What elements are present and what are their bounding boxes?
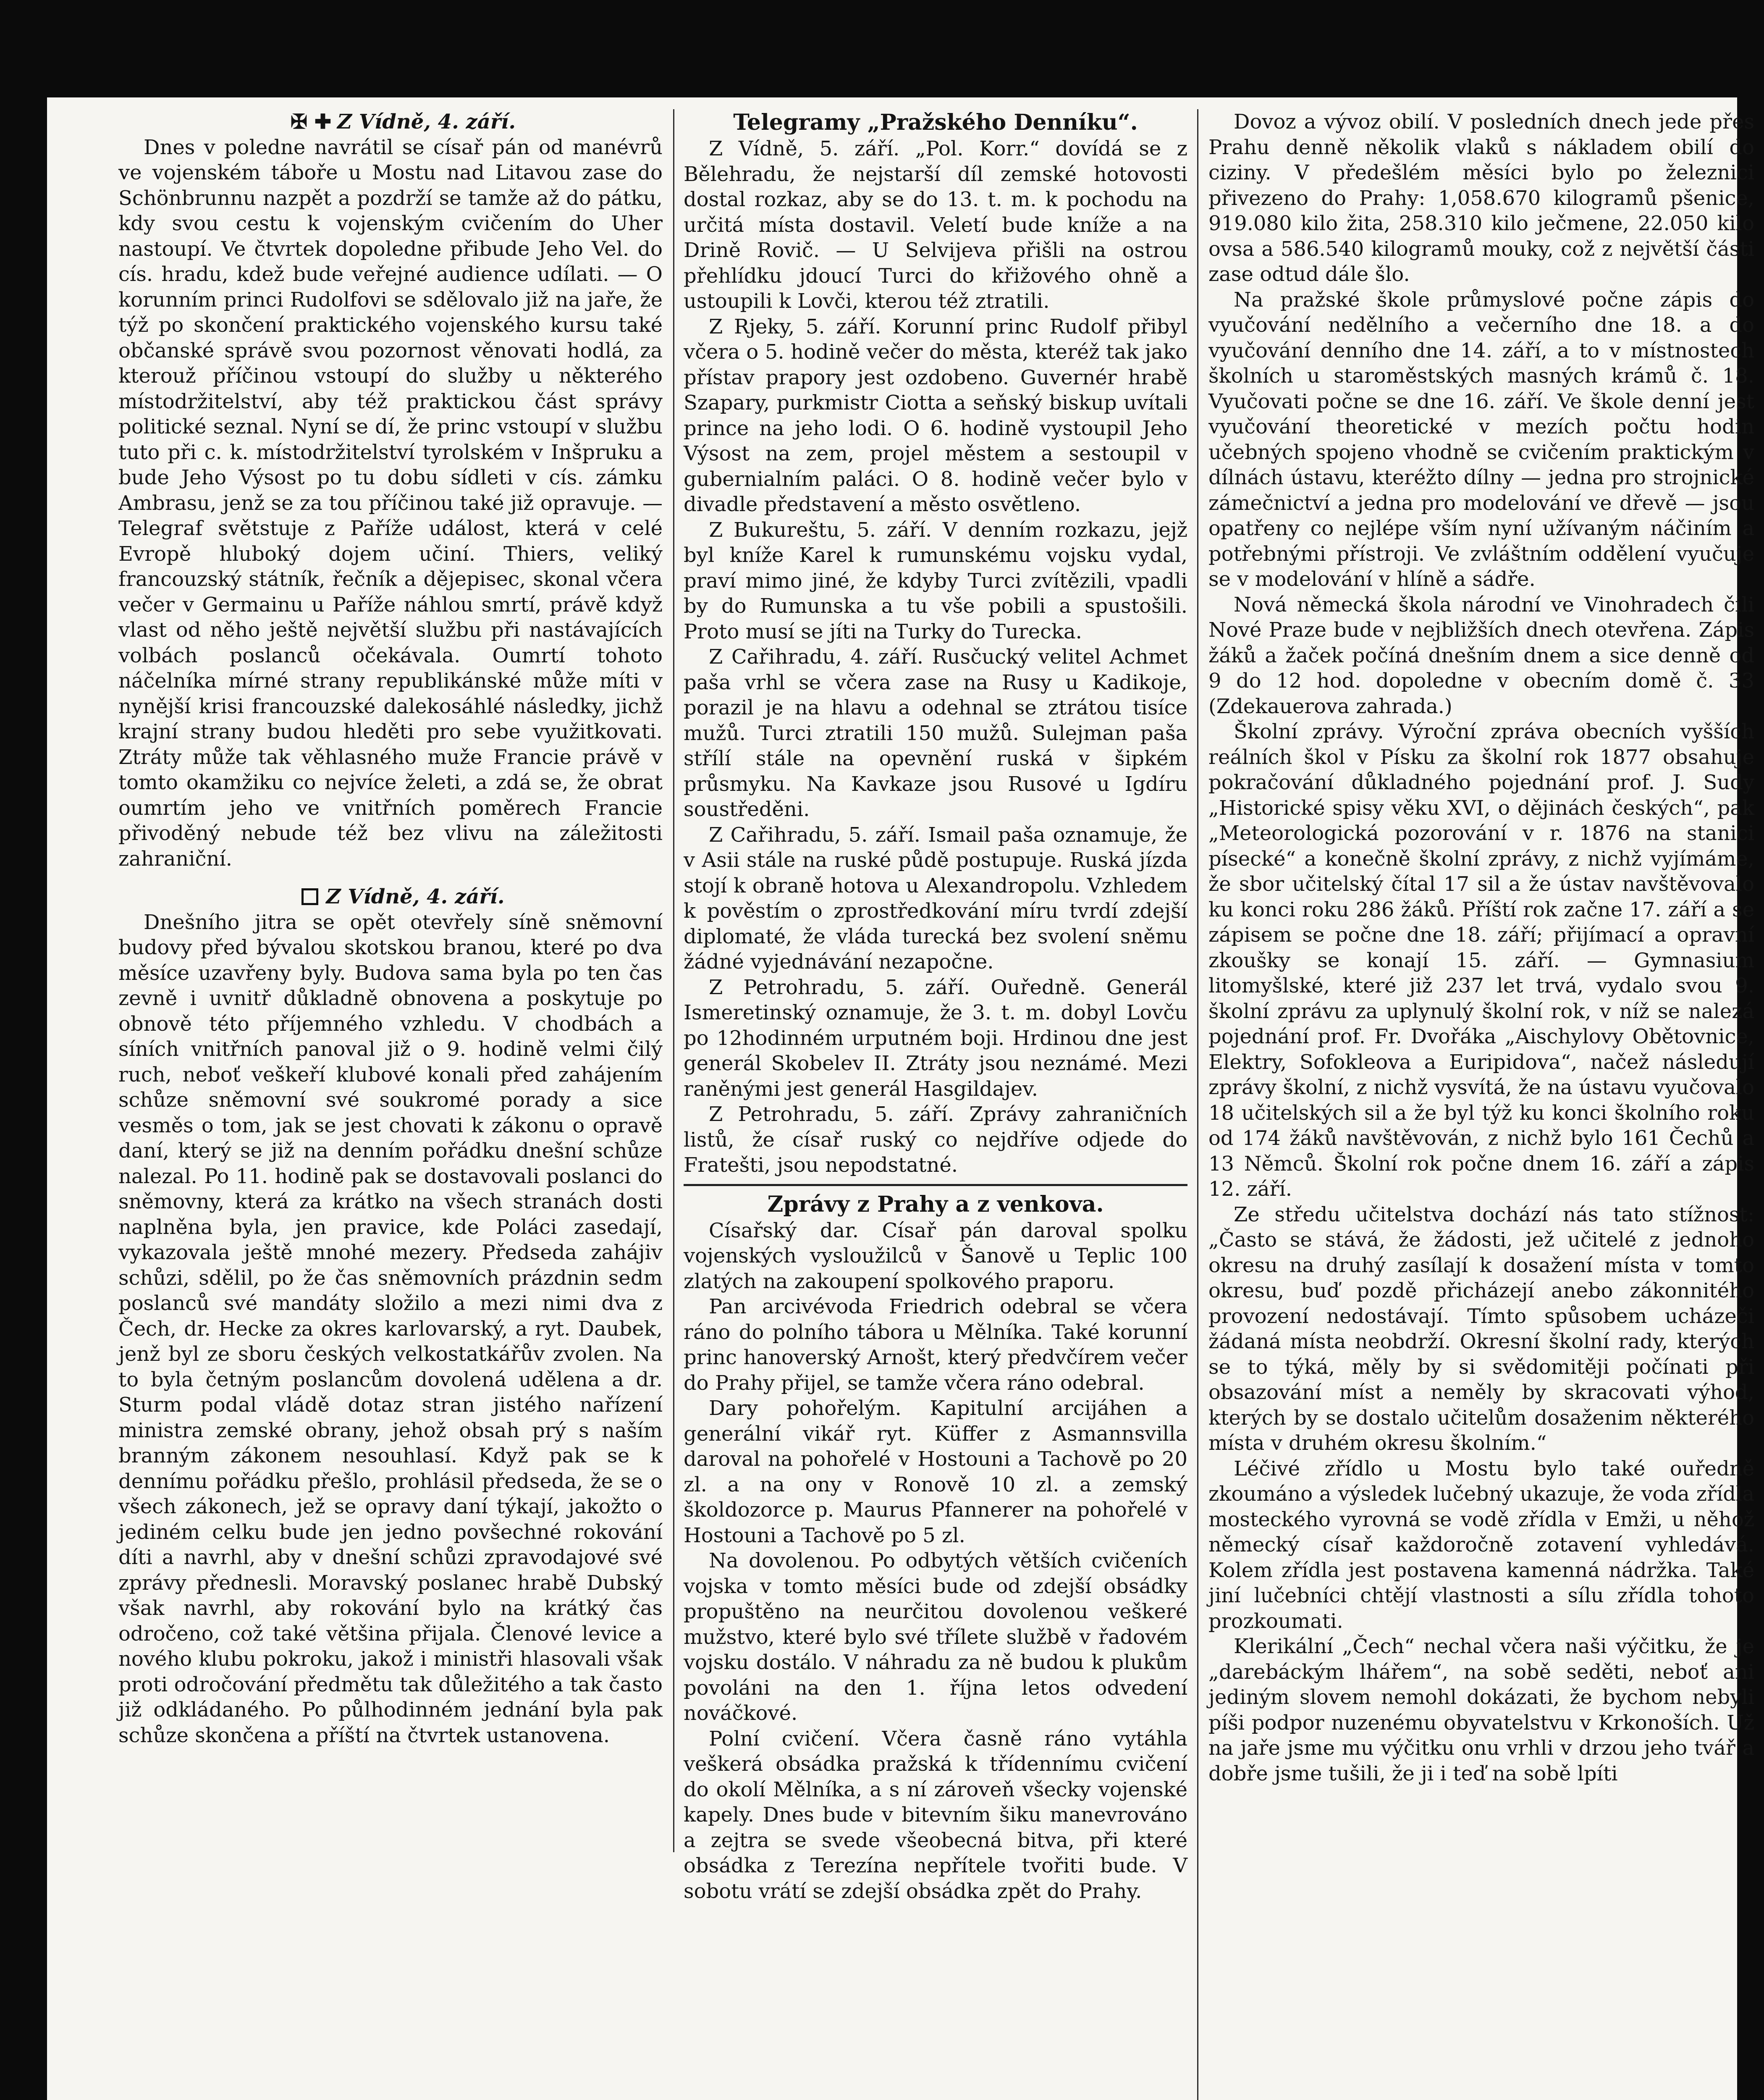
square-marker-icon [301, 888, 318, 905]
news-item: Nová německá škola národní ve Vinohradech čili Nové Praze bude v nejbližších dnech otevřena. Zápis žáků a žaček počíná dnešním dnem a sice denně od 9 do 12 hod. dopoledne v obecním domě č. 33 (Zdekauerova zahrada.) [1208, 593, 1754, 718]
telegram-item: Z Cařihradu, 4. září. Rusčucký velitel Achmet paša vrhl se včera zase na Rusy u Kadikoje, porazil je na hlavu a odehnal se ztrátou tisíce mužů. Turci ztratili 150 mužů. Sulejman paša střílí stále na opevnění ruská v šipkém průsmyku. Na Kavkaze jsou Rusové u Igdíru soustředěni. [684, 645, 1187, 821]
news-item: Na dovolenou. Po odbytých větších cvičeních vojska v tomto měsíci bude od zdejší obsádky propuštěno na neurčitou dovolenou veškeré mužstvo, které bylo své třílete službě v řadovém vojsku dostálo. V náhradu za ně budou k plukům povoláni na den 1. října letos odvedení nováčkové. [684, 1549, 1187, 1725]
telegram-item: Z Petrohradu, 5. září. Ouředně. Generál Ismeretinský oznamuje, že 3. t. m. dobyl Lovču po 12hodinném urputném boji. Hrdinou dne jest generál Skobelev II. Ztráty jsou neznámé. Mezi raněnými jest generál Hasgildajev. [684, 975, 1187, 1101]
dateline-vienna-2: Z Vídně, 4. září. [118, 884, 663, 910]
column-1 [118, 109, 663, 1748]
section-divider [684, 1184, 1187, 1186]
column-3 [1208, 109, 1754, 1786]
column-rule-2 [1197, 109, 1198, 2100]
news-item: Na pražské škole průmyslové počne zápis do vyučování nedělního a večerního dne 18. a do vyučování denního dne 14. září, a to v místnostech školních u staroměstských masných krámů č. 18. Vyučovati počne se dne 16. září. Ve škole denní jest vyučování theoretické v mezích počtu hodin učebných spojeno vhodně se cvičením praktickým v dílnách ústavu, kteréžto dílny — jedna pro strojnické zámečnictví a jedna pro modelování ve dřevě — jsou opatřeny co nejlépe vším nyní užívaným náčiním a potřebnými přístroji. Ve zvláštním oddělení vyučuje se v modelování v hlíně a sádře. [1208, 288, 1754, 591]
telegram-item: Z Petrohradu, 5. září. Zprávy zahraničních listů, že císař ruský co nejdříve odjede do Fratešti, jsou nepodstatné. [684, 1102, 1187, 1177]
telegram-item: Z Vídně, 5. září. „Pol. Korr.“ dovídá se z Bělehradu, že nejstarší díl zemské hotovosti dostal rozkaz, aby se do 13. t. m. k pochodu na určitá místa dostavil. Veletí bude kníže a na Drině Rovič. — U Selvijeva přišli na ostrou přehlídku jdoucí Turci do křižového ohně a ustoupili k Lovči, kterou též ztratili. [684, 137, 1187, 313]
scan-border-top [0, 0, 1764, 97]
article-vienna-2: Dnešního jitra se opět otevřely síně sněmovní budovy před bývalou skotskou branou, které po dva měsíce uzavřeny byly. Budova sama byla po ten čas zevně i uvnitř důkladně obnovena a poskytuje po obnově této příjemného vzhledu. V chodbách a síních vnitřních panoval již o 9. hodině velmi čilý ruch, neboť veškeří klubové konali před zahájením schůze sněmovní své soukromé porady a sice vesměs o tom, jak se jest chovati k zákonu o opravě daní, který se již na denním pořádku dnešní schůze nalezal. Po 11. hodině pak se dostavovali poslanci do sněmovny, která za krátko na všech stranách dosti naplněna byla, jen pravice, kde Poláci zasedají, vykazovala ještě mnohé mezery. Předseda zahájiv schůzi, sdělil, po že čas sněmovních prázdnin sedm poslanců své mandáty složilo a mezi nimi dva z Čech, dr. Hecke za okres karlovarský, a ryt. Daubek, jenž byl ze sboru českých velkostatkářův zvolen. Na to byla četným poslancům dovolená udělena a dr. Sturm podal vládě dotaz stran jistého nařízení ministra zemské obrany, jehož obsah prý s naším branným zákonem nesouhlasí. Když pak se k dennímu pořádku přešlo, prohlásil předseda, že se o všech zákonech, jež se opravy daní týkají, jakožto o jediném celku bude jen jedno povšechné rokování díti a navrhl, aby v dnešní schůzi zpravodajové své zprávy přednesli. Moravský poslanec hrabě Dubský však navrhl, aby rokování bylo na krátký čas odročeno, což také většina přijala. Členové levice a nového klubu pokroku, jakož i ministři hlasovali však proti odročování předmětu tak důležitého a tak často již odkládaného. Po půlhodinném jednání byla pak schůze skončena a příští na čtvrtek ustanovena. [118, 910, 663, 1747]
news-item: Klerikální „Čech“ nechal včera naši výčitku, že je „darebáckým lhářem“, na sobě seděti, neboť ani jediným slovem nemohl dokázati, že bychom nebyli píši podpor nuzenému obyvatelstvu v Krkonoších. Už na jaře jsme mu výčitku onu vrhli v drzou jeho tvář a dobře jsme tušili, že ji i teď na sobě lpíti [1208, 1635, 1754, 1785]
dateline-vienna-1: ✠ ✚ Z Vídně, 4. září. [290, 110, 516, 134]
news-item: Polní cvičení. Včera časně ráno vytáhla veškerá obsádka pražská k třídennímu cvičení do okolí Mělníka, a s ní zároveň všecky vojenské kapely. Dnes bude v bitevním šiku manevrováno a zejtra se svede všeobecná bitva, při které obsádka z Terezína nepřítele tvořiti bude. V sobotu vrátí se zdejší obsádka zpět do Prahy. [684, 1727, 1187, 1903]
news-item: Pan arcivévoda Friedrich odebral se včera ráno do polního tábora u Mělníka. Také korunní princ hanoverský Arnošt, který předvčírem večer do Prahy přijel, se tamže včera ráno odebral. [684, 1295, 1187, 1395]
telegram-item: Z Bukureštu, 5. září. V denním rozkazu, jejž byl kníže Karel k rumunskému vojsku vydal, praví mimo jiné, že kdyby Turci zvítězili, vpadli by do Rumunska a tu vše pobili a spustošili. Proto musí se jíti na Turky do Turecka. [684, 518, 1187, 643]
news-item: Dary pohořelým. Kapitulní arcijáhen a generální vikář ryt. Küffer z Asmannsvilla daroval na pohořelé v Hostouni a Tachově po 20 zl. a na ony v Ronově 10 zl. a zemský školdozorce p. Maurus Pfannerer na pohořelé v Hostouni a Tachově po 5 zl. [684, 1396, 1187, 1547]
scan-border-left [0, 0, 47, 2100]
prague-news-heading: Zprávy z Prahy a z venkova. [767, 1191, 1104, 1217]
telegrams-heading: Telegramy „Pražského Denníku“. [733, 110, 1138, 135]
telegram-item: Z Rjeky, 5. září. Korunní princ Rudolf přibyl včera o 5. hodině večer do města, kteréž tak jako přístav prapory jest ozdobeno. Guvernér hrabě Szapary, purkmistr Ciotta a seňský biskup uvítali prince na jeho lodi. O 6. hodině vystoupil Jeho Výsost na zem, projel městem a sestoupil v gubernialním paláci. O 8. hodině večer bylo v divadle představení a město osvětleno. [684, 315, 1187, 516]
news-item: Dovoz a vývoz obilí. V posledních dnech jede přes Prahu denně několik vlaků s nákladem obilí do ciziny. V předešlém měsíci bylo po železnici přivezeno do Prahy: 1,058.670 kilogramů pšenice, 919.080 kilo žita, 258.310 kilo ječmene, 22.050 kilo ovsa a 586.540 kilogramů mouky, což z největší části zase odtud dále šlo. [1208, 110, 1754, 286]
news-item: Císařský dar. Císař pán daroval spolku vojenských vysloužilců v Šanově u Teplic 100 zlatých na zakoupení spolkového praporu. [684, 1218, 1187, 1293]
news-item: Léčivé zřídlo u Mostu bylo také ouředně zkoumáno a výsledek lučebný ukazuje, že voda zřídla mosteckého vyrovná se vodě zřídla v Emži, u něhož německý císař každoročně zotavení vyhledává. Kolem zřídla jest postavena kamenná nádržka. Také jiní lučebníci chtějí vlastnosti a sílu zřídla tohoto prozkoumati. [1208, 1457, 1754, 1633]
article-vienna-1: Dnes v poledne navrátil se císař pán od manévrů ve vojenském táboře u Mostu nad Litavou zase do Schönbrunnu nazpět a pozdrží se tamže až do pátku, kdy svou cestu k vojenským cvičením do Uher nastoupí. Ve čtvrtek dopoledne přibude Jeho Vel. do cís. hradu, kdež bude veřejné audience udílati. — O korunním princi Rudolfovi se sdělovalo již na jaře, že týž po skončení praktického vojenského kursu také občanské správě svou pozornost věnovati hodlá, za kterouž příčinou vstoupí do služby u některého místodržitelství, aby též praktickou část správy politické seznal. Nyní se dí, že princ vstoupí v službu tuto při c. k. místodržitelství tyrolském v Inšpruku a bude Jeho Výsost po tu dobu sídleti v cís. zámku Ambrasu, jenž se za tou příčinou také již opravuje. — Telegraf světstuje z Paříže událost, která v celé Evropě hluboký dojem učiní. Thiers, veliký francouzský státník, řečník a dějepisec, skonal včera večer v Germainu u Paříže náhlou smrtí, právě když vlast od něho ještě největší službu při nastávajících volbách poslanců očekávala. Oumrtí tohoto náčelníka mírné strany republikánské může míti v nynější krisi francouzské dalekosáhlé následky, jichž krajní strany budou hleděti pro sebe využitkovati. Ztráty může tak věhlasného muže Francie právě v tomto okamžiku co nejvíce želeti, a zdá se, že obrat oumrtím jeho ve vnitřních poměrech Francie přivoděný nebude též bez vlivu na záležitosti zahraniční. [118, 135, 663, 871]
column-rule-1 [673, 109, 674, 1852]
cross-marks-icon: ✠ ✚ [290, 110, 332, 134]
telegram-item: Z Cařihradu, 5. září. Ismail paša oznamuje, že v Asii stále na ruské půdě postupuje. Ruská jízda stojí k obraně hotova u Alexandropolu. Vzhledem k pověstím o zprostředkování míru tvrdí zdejší diplomaté, že vláda turecká bez svolení sněmu žádné vyjednávání nezapočne. [684, 823, 1187, 974]
news-item: Školní zprávy. Výroční zpráva obecních vyšších reálních škol v Písku za školní rok 1877 obsahuje pokračování důkladného pojednání prof. J. Sudy „Historické spisy věku XVI, o dějinách českých“, pak „Meteorologická pozorování v r. 1876 na stanici písecké“ a konečně školní zprávy, z nichž vyjímáme, že sbor učitelský čítal 17 sil a že ústav navštěvovalo ku konci roku 286 žáků. Příští rok začne 17. září a se zápisem se počne dne 18. září; přijímací a opravní zkoušky se konají 15. září. — Gymnasium litomyšlské, které již 237 let trvá, vydalo svou 9. školní zprávu za uplynulý školní rok, v níž se nalezá pojednání prof. Fr. Dvořáka „Aischylovy Obětovnice, Elektry, Sofokleova a Euripidova“, načež následují zprávy školní, z nichž vysvítá, že na ústavu vyučovalo 18 učitelských sil a že byl týž ku konci školního roku od 174 žáků navštěvován, z nichž bylo 161 Čechů a 13 Němců. Školní rok počne dnem 16. září a zápis 12. září. [1208, 720, 1754, 1201]
news-item: Ze středu učitelstva dochází nás tato stížnost: „Často se stává, že žádosti, jež učitelé z jednoho okresu na druhý zasílají k dosažení místa v tomto okresu, buď pozdě přicházejí anebo zákonnitého provození nedostávají. Tímto spůsobem ucházeči žádaná místa neobdrží. Okresní školní rady, kterých se to týká, měly by si svědomitěji počínati při obsazování míst a neměly by skracovati výhod, kterých by se dostalo učitelům dosaženim některého místa v druhém okresu školním.“ [1208, 1202, 1754, 1455]
column-2 [684, 109, 1187, 1904]
